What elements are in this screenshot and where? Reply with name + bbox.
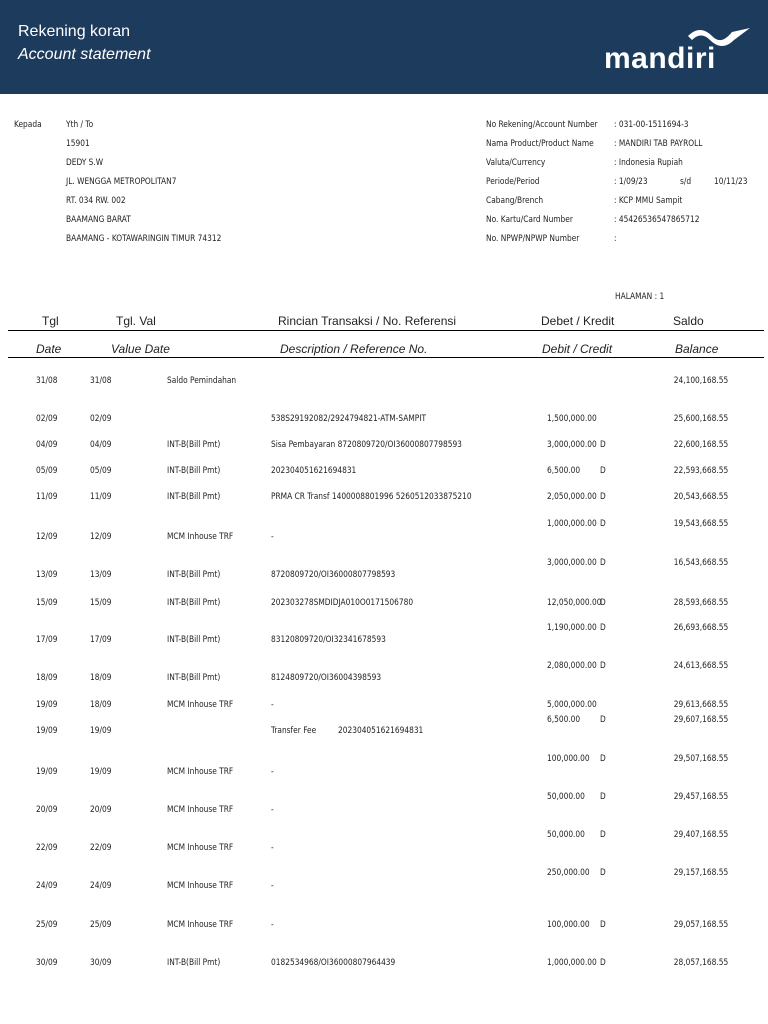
txn-amount: 1,500,000.00	[547, 414, 597, 424]
txn-date: 19/09	[36, 726, 58, 736]
txn-amount: 6,500.00	[547, 466, 581, 476]
txn-type: INT-B(Bill Pmt)	[167, 598, 221, 608]
col-debet: Debet / Kredit	[541, 314, 615, 328]
txn-type: INT-B(Bill Pmt)	[167, 635, 221, 645]
txn-date: 12/09	[36, 532, 58, 542]
currency-label: Valuta/Currency	[486, 158, 546, 168]
period-start: : 1/09/23	[614, 177, 648, 187]
mandiri-logo	[600, 22, 750, 78]
txn-type: MCM Inhouse TRF	[167, 881, 234, 891]
recipient-label: Kepada	[14, 120, 42, 130]
col-saldo: Saldo	[673, 314, 704, 328]
txn-description: Transfer Fee	[271, 726, 317, 736]
txn-dc-flag: D	[600, 792, 606, 802]
txn-type: INT-B(Bill Pmt)	[167, 440, 221, 450]
txn-dc-flag: D	[600, 440, 606, 450]
recipient-line: BAAMANG - KOTAWARINGIN TIMUR 74312	[66, 234, 222, 244]
recipient-line: RT. 034 RW. 002	[66, 196, 126, 206]
txn-date: 15/09	[36, 598, 58, 608]
txn-description: -	[271, 700, 274, 710]
account-number-value: : 031-00-1511694-3	[614, 120, 689, 130]
txn-value-date: 20/09	[90, 805, 112, 815]
txn-date: 04/09	[36, 440, 58, 450]
txn-date: 30/09	[36, 958, 58, 968]
txn-date: 19/09	[36, 767, 58, 777]
txn-balance: 29,057,168.55	[673, 920, 728, 930]
txn-dc-flag: D	[600, 920, 606, 930]
txn-balance: 25,600,168.55	[673, 414, 728, 424]
txn-dc-flag: D	[600, 830, 606, 840]
col-date: Date	[36, 342, 62, 356]
txn-dc-flag: D	[600, 558, 606, 568]
txn-date: 22/09	[36, 843, 58, 853]
txn-amount: 2,050,000.00	[547, 492, 597, 502]
txn-amount: 12,050,000.00	[547, 598, 602, 608]
col-tgl-val: Tgl. Val	[116, 314, 156, 328]
branch-value: : KCP MMU Sampit	[614, 196, 683, 206]
col-tgl: Tgl	[42, 314, 59, 328]
product-name-label: Nama Product/Product Name	[486, 139, 594, 149]
txn-value-date: 24/09	[90, 881, 112, 891]
txn-value-date: 04/09	[90, 440, 112, 450]
txn-balance: 29,607,168.55	[673, 715, 728, 725]
txn-description: 83120809720/OI32341678593	[271, 635, 386, 645]
txn-balance: 16,543,668.55	[673, 558, 728, 568]
txn-balance: 20,543,668.55	[673, 492, 728, 502]
header-bottom-rule	[8, 357, 764, 358]
npwp-label: No. NPWP/NPWP Number	[486, 234, 580, 244]
txn-amount: 50,000.00	[547, 792, 585, 802]
txn-date: 20/09	[36, 805, 58, 815]
txn-amount: 100,000.00	[547, 920, 590, 930]
txn-type: INT-B(Bill Pmt)	[167, 673, 221, 683]
txn-dc-flag: D	[600, 958, 606, 968]
txn-type: MCM Inhouse TRF	[167, 700, 234, 710]
npwp-value: :	[614, 234, 617, 244]
txn-description: -	[271, 843, 274, 853]
txn-type: INT-B(Bill Pmt)	[167, 492, 221, 502]
recipient-line: 15901	[66, 139, 90, 149]
txn-type: INT-B(Bill Pmt)	[167, 466, 221, 476]
txn-type: MCM Inhouse TRF	[167, 920, 234, 930]
txn-amount: 3,000,000.00	[547, 440, 597, 450]
txn-balance: 22,593,668.55	[673, 466, 728, 476]
txn-value-date: 19/09	[90, 726, 112, 736]
card-number-label: No. Kartu/Card Number	[486, 215, 573, 225]
txn-amount: 3,000,000.00	[547, 558, 597, 568]
logo-text: mandiri	[604, 42, 716, 75]
txn-description: 0182534968/OI36000807964439	[271, 958, 396, 968]
txn-description: Sisa Pembayaran 8720809720/OI36000807798593	[271, 440, 462, 450]
col-balance: Balance	[675, 342, 719, 356]
txn-amount: 1,190,000.00	[547, 623, 597, 633]
txn-balance: 24,613,668.55	[673, 661, 728, 671]
period-label: Periode/Period	[486, 177, 540, 187]
txn-value-date: 31/08	[90, 376, 112, 386]
txn-date: 18/09	[36, 673, 58, 683]
col-rincian: Rincian Transaksi / No. Referensi	[278, 314, 457, 328]
txn-value-date: 15/09	[90, 598, 112, 608]
col-debit-credit: Debit / Credit	[542, 342, 613, 356]
txn-amount: 100,000.00	[547, 754, 590, 764]
card-number-value: : 45426536547865712	[614, 215, 700, 225]
txn-balance: 29,407,168.55	[673, 830, 728, 840]
txn-balance: 24,100,168.55	[673, 376, 728, 386]
txn-reference: 202304051621694831	[338, 726, 424, 736]
txn-date: 17/09	[36, 635, 58, 645]
txn-value-date: 30/09	[90, 958, 112, 968]
txn-description: 538S29192082/2924794821-ATM-SAMPIT	[271, 414, 427, 424]
recipient-line: DEDY S.W	[66, 158, 104, 168]
txn-value-date: 13/09	[90, 570, 112, 580]
txn-balance: 19,543,668.55	[673, 519, 728, 529]
txn-balance: 29,457,168.55	[673, 792, 728, 802]
period-end: 10/11/23	[714, 177, 748, 187]
recipient-line: JL. WENGGA METROPOLITAN7	[66, 177, 177, 187]
txn-balance: 26,693,668.55	[673, 623, 728, 633]
txn-type: INT-B(Bill Pmt)	[167, 570, 221, 580]
txn-value-date: 17/09	[90, 635, 112, 645]
txn-amount: 2,080,000.00	[547, 661, 597, 671]
txn-value-date: 19/09	[90, 767, 112, 777]
txn-description: 8124809720/OI36004398593	[271, 673, 382, 683]
txn-dc-flag: D	[600, 519, 606, 529]
txn-value-date: 25/09	[90, 920, 112, 930]
txn-description: -	[271, 920, 274, 930]
txn-description: -	[271, 532, 274, 542]
txn-amount: 6,500.00	[547, 715, 581, 725]
txn-date: 11/09	[36, 492, 58, 502]
txn-date: 24/09	[36, 881, 58, 891]
currency-value: : Indonesia Rupiah	[614, 158, 683, 168]
txn-date: 05/09	[36, 466, 58, 476]
txn-balance: 29,507,168.55	[673, 754, 728, 764]
txn-amount: 50,000.00	[547, 830, 585, 840]
txn-type: INT-B(Bill Pmt)	[167, 958, 221, 968]
txn-balance: 29,613,668.55	[673, 700, 728, 710]
txn-description: 202303278SMDIDJA010O0171506780	[271, 598, 414, 608]
txn-value-date: 22/09	[90, 843, 112, 853]
statement-header	[0, 0, 768, 94]
txn-date: 13/09	[36, 570, 58, 580]
recipient-to-label: Yth / To	[66, 120, 94, 130]
txn-type: Saldo Pemindahan	[167, 376, 237, 386]
txn-date: 19/09	[36, 700, 58, 710]
txn-value-date: 18/09	[90, 700, 112, 710]
txn-description: 202304051621694831	[271, 466, 357, 476]
txn-amount: 5,000,000.00	[547, 700, 597, 710]
txn-description: -	[271, 881, 274, 891]
branch-label: Cabang/Brench	[486, 196, 544, 206]
txn-type: MCM Inhouse TRF	[167, 843, 234, 853]
txn-amount: 1,000,000.00	[547, 519, 597, 529]
txn-type: MCM Inhouse TRF	[167, 767, 234, 777]
txn-amount: 250,000.00	[547, 868, 590, 878]
txn-dc-flag: D	[600, 868, 606, 878]
product-name-value: : MANDIRI TAB PAYROLL	[614, 139, 703, 149]
txn-dc-flag: D	[600, 715, 606, 725]
txn-description: -	[271, 767, 274, 777]
txn-balance: 29,157,168.55	[673, 868, 728, 878]
header-divider	[8, 330, 764, 331]
txn-dc-flag: D	[600, 754, 606, 764]
col-value-date: Value Date	[111, 342, 170, 356]
period-sd: s/d	[680, 177, 692, 187]
txn-date: 25/09	[36, 920, 58, 930]
txn-amount: 1,000,000.00	[547, 958, 597, 968]
txn-value-date: 02/09	[90, 414, 112, 424]
title-en: Account statement	[18, 46, 151, 63]
col-description: Description / Reference No.	[280, 342, 428, 356]
txn-dc-flag: D	[600, 661, 606, 671]
txn-value-date: 12/09	[90, 532, 112, 542]
txn-type: MCM Inhouse TRF	[167, 532, 234, 542]
txn-date: 31/08	[36, 376, 58, 386]
txn-dc-flag: D	[600, 598, 606, 608]
txn-balance: 28,057,168.55	[673, 958, 728, 968]
txn-description: -	[271, 805, 274, 815]
page-number: HALAMAN : 1	[615, 292, 665, 302]
account-number-label: No Rekening/Account Number	[486, 120, 598, 130]
txn-value-date: 11/09	[90, 492, 112, 502]
txn-dc-flag: D	[600, 492, 606, 502]
txn-date: 02/09	[36, 414, 58, 424]
txn-balance: 22,600,168.55	[673, 440, 728, 450]
txn-dc-flag: D	[600, 466, 606, 476]
title-id: Rekening koran	[18, 23, 131, 40]
txn-value-date: 05/09	[90, 466, 112, 476]
txn-balance: 28,593,668.55	[673, 598, 728, 608]
txn-type: MCM Inhouse TRF	[167, 805, 234, 815]
txn-value-date: 18/09	[90, 673, 112, 683]
txn-description: 8720809720/OI36000807798593	[271, 570, 396, 580]
txn-dc-flag: D	[600, 623, 606, 633]
txn-description: PRMA CR Transf 1400008801996 5260512033875210	[271, 492, 472, 502]
recipient-line: BAAMANG BARAT	[66, 215, 131, 225]
